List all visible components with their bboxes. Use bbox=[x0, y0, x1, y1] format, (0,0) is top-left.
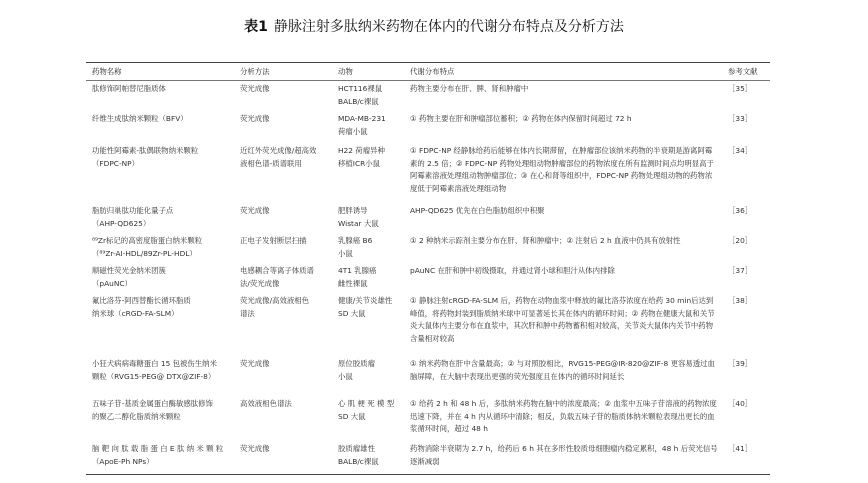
cell-features bbox=[410, 113, 718, 126]
cell-name-line: 纤维生成肽纳米颗粒（BFV） bbox=[92, 114, 188, 123]
cell-method-line: 荧光成像 bbox=[240, 84, 270, 93]
cell-animal bbox=[338, 358, 402, 383]
cell-name-line: 的聚乙二醇化脂质纳米颗粒 bbox=[92, 411, 181, 421]
cell-method-line: 荧光成像 bbox=[240, 359, 270, 368]
cell-method-line: 荧光成像 bbox=[240, 114, 270, 123]
cell-name-line: （⁸⁹Zr-AI-HDL/89Zr-PL-HDL） bbox=[92, 248, 197, 258]
cell-animal bbox=[338, 113, 402, 138]
header-method: 分析方法 bbox=[240, 67, 270, 76]
cell-animal-line: BALB/c裸鼠 bbox=[338, 456, 379, 466]
cell-ref: ［40］ bbox=[728, 399, 753, 408]
cell-features bbox=[410, 205, 718, 218]
cell-name bbox=[92, 265, 232, 290]
cell-name bbox=[92, 358, 232, 383]
cell-name-line: 五味子苷-基质金属蛋白酶敏感肽修饰 bbox=[92, 399, 213, 408]
cell-method bbox=[240, 235, 330, 248]
cell-method-line: 荧光成像 bbox=[240, 206, 270, 215]
cell-name-line: 脑 靶 向 肽 载 脂 蛋 白 E 肽 纳 米 颗 粒 bbox=[92, 444, 224, 453]
cell-features bbox=[410, 83, 718, 96]
cell-animal bbox=[338, 83, 402, 108]
table-title bbox=[0, 16, 868, 36]
cell-method bbox=[240, 113, 330, 126]
cell-features bbox=[410, 145, 718, 195]
cell-method-line: 近红外荧光成像/超高效 bbox=[240, 146, 317, 155]
cell-method-line: 液相色谱-质谱联用 bbox=[240, 158, 302, 168]
cell-name-line: 功能性阿霉素-肽偶联物纳米颗粒 bbox=[92, 146, 199, 155]
cell-name-line: （ApoE-Ph NPs） bbox=[92, 456, 154, 466]
cell-features-line: AHP-QD625 优先在白色脂肪组织中积聚 bbox=[410, 206, 545, 215]
cell-name-line: （FDPC-NP） bbox=[92, 158, 139, 168]
cell-name-line: 纳米球（cRGD-FA-SLM） bbox=[92, 308, 179, 318]
cell-ref: ［33］ bbox=[728, 114, 753, 123]
cell-method-line: 正电子发射断层扫描 bbox=[240, 236, 307, 245]
cell-animal-line: 小鼠 bbox=[338, 371, 353, 381]
table-caption: 静脉注射多肽纳米药物在体内的代谢分布特点及分析方法 bbox=[273, 19, 624, 35]
cell-name-line: ⁸⁹Zr标记的高密度脂蛋白纳米颗粒 bbox=[92, 236, 203, 245]
cell-animal-line: 健康/关节炎雄性 bbox=[338, 296, 393, 305]
cell-features bbox=[410, 295, 718, 345]
cell-name bbox=[92, 295, 232, 320]
cell-animal-line: 乳腺癌 B6 bbox=[338, 236, 373, 245]
cell-name bbox=[92, 113, 232, 126]
cell-method-line: 荧光成像/高效液相色 bbox=[240, 296, 310, 305]
cell-name-line: 小狂犬病病毒糖蛋白 15 包被伤生纳米 bbox=[92, 359, 217, 368]
cell-animal bbox=[338, 205, 402, 230]
cell-features bbox=[410, 235, 718, 248]
table-top-rule bbox=[86, 62, 770, 63]
cell-method bbox=[240, 443, 330, 456]
cell-animal bbox=[338, 398, 402, 423]
cell-name-line: （pAuNC） bbox=[92, 278, 132, 288]
cell-ref: ［39］ bbox=[728, 359, 753, 368]
cell-animal-line: SD 大鼠 bbox=[338, 411, 366, 421]
cell-name-line: （AHP-QD625） bbox=[92, 218, 151, 228]
cell-animal-line: MDA-MB-231 bbox=[338, 114, 386, 123]
cell-ref: ［41］ bbox=[728, 444, 753, 453]
cell-animal bbox=[338, 235, 402, 260]
table-label: 表1 bbox=[244, 19, 268, 35]
cell-method-line: 电感耦合等离子体质谱 bbox=[240, 266, 314, 275]
cell-method bbox=[240, 145, 330, 170]
cell-method-line: 谱法 bbox=[240, 308, 255, 318]
cell-name bbox=[92, 235, 232, 260]
cell-features-line: ① FDPC-NP 经静脉给药后能够在体内长期滞留，在肿瘤部位该纳米药物的半衰期是游离阿霉素的 2.5 倍；② FDPC-NP 药物处理组动物肿瘤部位的药物浓度在所有监测时间点均明显高于阿霉素溶液处理组动物肿瘤部位；③ 在心和肾等组织中，FDPC-NP 药物处理组动物的药物浓度低于阿霉素溶液处理组动物 bbox=[410, 146, 714, 193]
cell-animal-line: 移植ICR小鼠 bbox=[338, 158, 381, 168]
cell-method bbox=[240, 358, 330, 371]
cell-features-line: ① 静脉注射cRGD-FA-SLM 后，药物在动物血浆中释放的氟比洛芬浓度在给药 30 min后达到峰值，将药物封装到脂质纳米球中可显著延长其在体内的循环时间；② 药物在健康大鼠和关节炎大鼠体内主要分布在血浆中，其次肝和肿中药物蓄积相对较高，关节炎大鼠体内关节中药物含量相对较高 bbox=[410, 296, 715, 343]
cell-animal-line: 4T1 乳腺癌 bbox=[338, 266, 377, 275]
cell-animal-line: 荷瘤小鼠 bbox=[338, 126, 368, 136]
cell-features-line: ① 2 种纳米示踪剂主要分布在肝、肾和肿瘤中；② 注射后 2 h 血液中仍具有放射性 bbox=[410, 236, 681, 245]
cell-ref: ［36］ bbox=[728, 206, 753, 215]
cell-animal-line: 肥胖诱导 bbox=[338, 206, 368, 215]
cell-features-line: 药物消除半衰期为 2.7 h，给药后 6 h 其在多形性胶质母细胞瘤内稳定累积，48 h 后荧光信号逐渐减弱 bbox=[410, 444, 718, 466]
cell-features bbox=[410, 443, 718, 468]
cell-features-line: ① 纳米药物在肝中含量最高；② 与对照胶相比，RVG15-PEG@IR-820@ZIF-8 更容易透过血脑屏障，在大脑中表现出更强的荧光强度且在体内的循环时间延长 bbox=[410, 359, 715, 381]
cell-animal-line: 原位胶质瘤 bbox=[338, 359, 375, 368]
cell-animal bbox=[338, 443, 402, 468]
cell-animal-line: H22 荷瘤异种 bbox=[338, 146, 385, 155]
cell-animal-line: 雌性裸鼠 bbox=[338, 278, 368, 288]
cell-method bbox=[240, 83, 330, 96]
cell-method bbox=[240, 295, 330, 320]
cell-features bbox=[410, 358, 718, 383]
cell-animal-line: Wistar 大鼠 bbox=[338, 218, 379, 228]
cell-ref: ［20］ bbox=[728, 236, 753, 245]
cell-animal bbox=[338, 265, 402, 290]
cell-animal-line: SD 大鼠 bbox=[338, 308, 366, 318]
table-bottom-rule bbox=[86, 474, 770, 475]
cell-features-line: ① 给药 2 h 和 48 h 后，多肽纳米药物在脑中的浓度最高；② 血浆中五味子苷溶液的药物浓度迅速下降，并在 4 h 内从循环中清除；相反，负载五味子苷的脂质体纳米颗粒表现出更长的血浆循环时间，超过 48 h bbox=[410, 399, 717, 434]
cell-features-line: 药物主要分布在肝、脾、肾和肿瘤中 bbox=[410, 84, 529, 93]
cell-method-line: 荧光成像 bbox=[240, 444, 270, 453]
cell-features bbox=[410, 265, 718, 278]
cell-animal-line: BALB/c裸鼠 bbox=[338, 96, 379, 106]
cell-method-line: 法/荧光成像 bbox=[240, 278, 280, 288]
cell-name-line: 肽修饰阿帕替尼脂质体 bbox=[92, 84, 166, 93]
cell-animal bbox=[338, 295, 402, 320]
header-features: 代谢分布特点 bbox=[410, 67, 455, 76]
table-header-rule bbox=[86, 80, 770, 81]
cell-animal-line: 心 肌 梗 死 模 型 bbox=[338, 399, 395, 408]
cell-ref: ［34］ bbox=[728, 146, 753, 155]
cell-features-line: ① 药物主要在肝和肿瘤部位蓄积；② 药物在体内保留时间超过 72 h bbox=[410, 114, 632, 123]
cell-features-line: pAuNC 在肝和肿中初级摄取，并通过肾小球和胆汁从体内排除 bbox=[410, 266, 615, 275]
cell-method bbox=[240, 265, 330, 290]
header-ref: 参考文献 bbox=[728, 67, 758, 76]
cell-method bbox=[240, 398, 330, 411]
cell-animal-line: 胶质瘤雄性 bbox=[338, 444, 375, 453]
cell-ref: ［38］ bbox=[728, 296, 753, 305]
cell-name-line: 脂肪归巢肽功能化量子点 bbox=[92, 206, 174, 215]
cell-ref: ［37］ bbox=[728, 266, 753, 275]
cell-name-line: 颗粒（RVG15-PEG@ DTX@ZIF-8） bbox=[92, 371, 216, 381]
cell-method-line: 高效液相色谱法 bbox=[240, 399, 292, 408]
cell-name bbox=[92, 398, 232, 423]
cell-name bbox=[92, 83, 232, 96]
cell-animal-line: HCT116裸鼠 bbox=[338, 84, 383, 93]
cell-name-line: 氟比洛芬-阿西替酯长循环脂质 bbox=[92, 296, 191, 305]
cell-method bbox=[240, 205, 330, 218]
cell-name bbox=[92, 145, 232, 170]
cell-name bbox=[92, 443, 232, 468]
cell-ref: ［35］ bbox=[728, 84, 753, 93]
cell-features bbox=[410, 398, 718, 436]
header-animal: 动物 bbox=[338, 67, 353, 76]
header-name: 药物名称 bbox=[92, 67, 122, 76]
cell-animal bbox=[338, 145, 402, 170]
cell-name-line: 顺磁性荧光金纳米团簇 bbox=[92, 266, 166, 275]
cell-animal-line: 小鼠 bbox=[338, 248, 353, 258]
cell-name bbox=[92, 205, 232, 230]
